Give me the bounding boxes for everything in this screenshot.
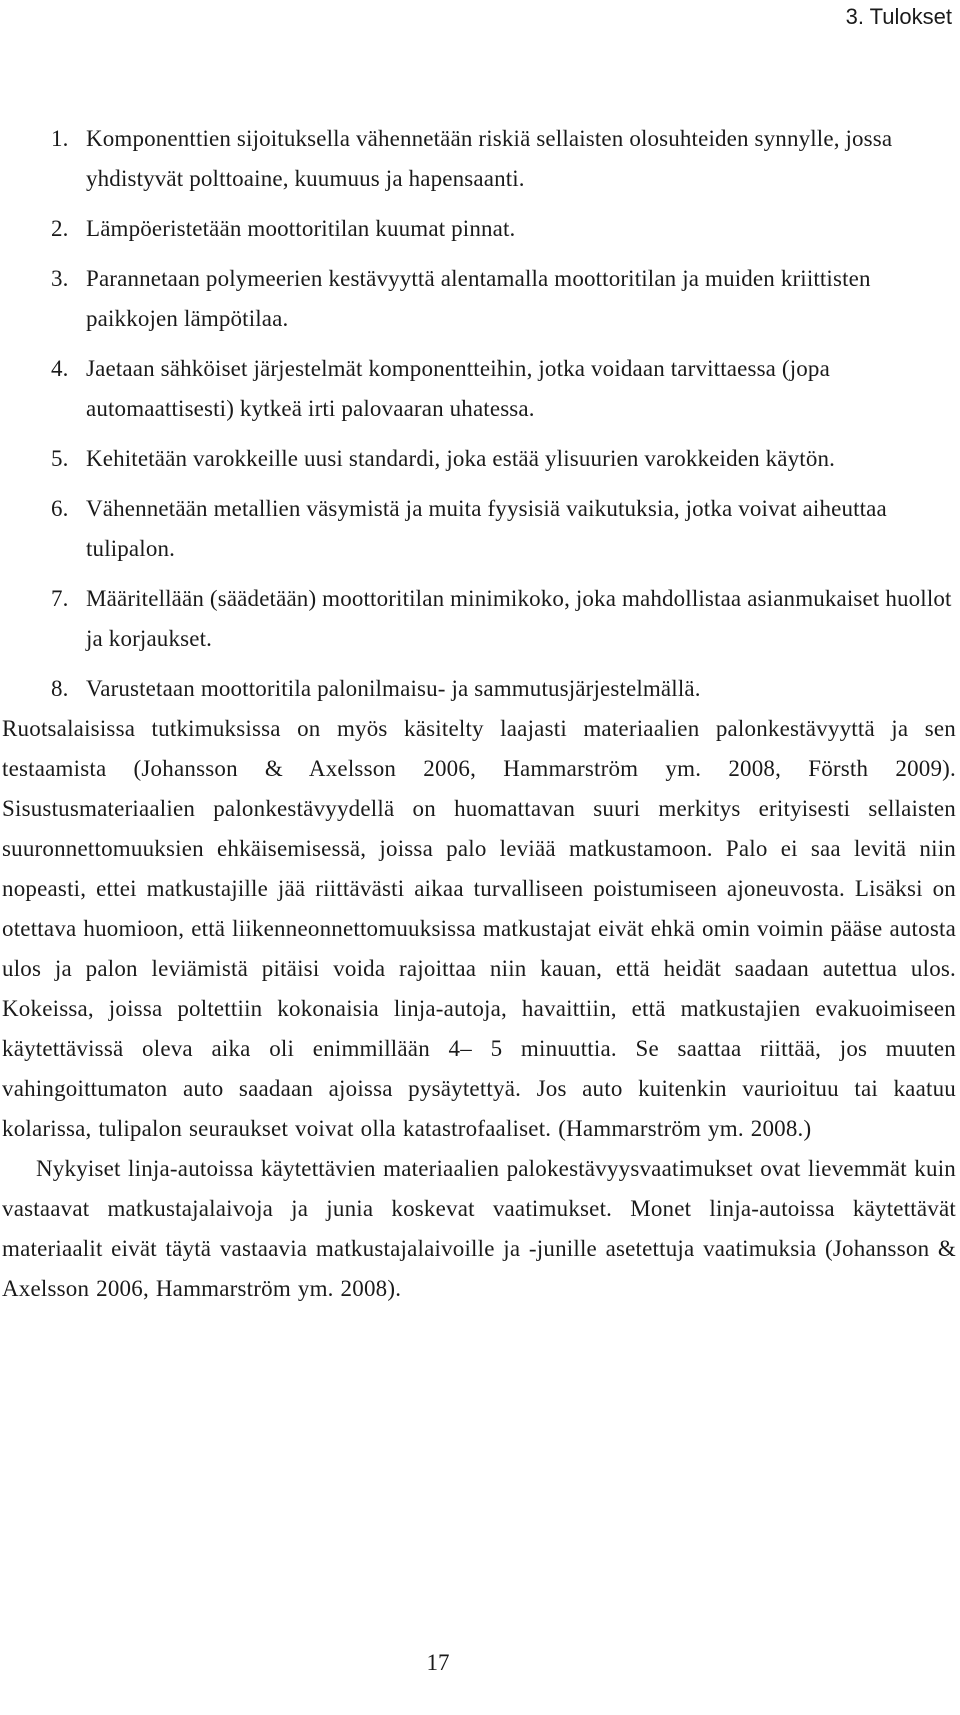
list-item-text: Vähennetään metallien väsymistä ja muita fyysisiä vaikutuksia, jotka voivat aiheuttaa tulipalon. [86,496,887,561]
list-item [0,439,956,479]
list-item-number: 4. [51,356,69,381]
list-item-number: 2. [51,216,69,241]
list-item [0,209,956,249]
list-item [0,259,956,339]
page-content [0,119,960,1309]
list-item-number: 8. [51,676,69,701]
list-item-text: Jaetaan sähköiset järjestelmät komponentteihin, jotka voidaan tarvittaessa (jopa automaattisesti) kytkeä irti palovaaran uhatessa. [86,356,830,421]
list-item [0,579,956,659]
list-item-number: 7. [51,586,69,611]
list-item-text: Määritellään (säädetään) moottoritilan minimikoko, joka mahdollistaa asianmukaiset huollot ja korjaukset. [86,586,952,651]
list-item-number: 5. [51,446,69,471]
list-item [0,349,956,429]
list-item-number: 1. [51,126,69,151]
body-paragraph: Ruotsalaisissa tutkimuksissa on myös käsitelty laajasti materiaalien palonkestävyyttä ja sen testaamista (Johansson & Axelsson 2006, Hammarström ym. 2008, Försth 2009). Sisustusmateriaalien palonkestävyydellä on huomattavan suuri merkitys erityisesti sellaisten suuronnettomuuksien ehkäisemisessä, joissa palo leviää matkustamoon. Palo ei saa levitä niin nopeasti, ettei matkustajille jää riittävästi aikaa turvalliseen poistumiseen ajoneuvosta. Lisäksi on otettava huomioon, että liikenneonnettomuuksissa matkustajat eivät ehkä omin voimin pääse autosta ulos ja palon leviämistä pitäisi voida rajoittaa niin kauan, että heidät saadaan autettua ulos. Kokeissa, joissa poltettiin kokonaisia linja-autoja, havaittiin, että matkustajien evakuoimiseen käytettävissä oleva aika oli enimmillään 4– 5 minuuttia. Se saattaa riittää, jos muuten vahingoittumaton auto saadaan ajoissa pysäytettyä. Jos auto kuitenkin vaurioituu tai kaatuu kolarissa, tulipalon seuraukset voivat olla katastrofaaliset. (Hammarström ym. 2008.) [2,716,956,1141]
list-item [0,489,956,569]
running-header-section-title: 3. Tulokset [845,4,952,29]
numbered-list [0,119,960,709]
page-number: 17 [426,1650,450,1675]
list-item-number: 3. [51,266,69,291]
list-item [0,119,956,199]
list-item-number: 6. [51,496,69,521]
list-item-text: Komponenttien sijoituksella vähennetään riskiä sellaisten olosuhteiden synnylle, jossa yhdistyvät polttoaine, kuumuus ja hapensaanti. [86,126,893,191]
list-item [0,669,956,709]
body-paragraph: Nykyiset linja-autoissa käytettävien materiaalien palokestävyysvaatimukset ovat lievemmät kuin vastaavat matkustajalaivoja ja junia koskevat vaatimukset. Monet linja-autoissa käytettävät materiaalit eivät täytä vastaavia matkustajalaivoille ja -junille asetettuja vaatimuksia (Johansson & Axelsson 2006, Hammarström ym. 2008). [2,1156,956,1301]
list-item-text: Varustetaan moottoritila palonilmaisu- ja sammutusjärjestelmällä. [86,676,701,701]
list-item-text: Kehitetään varokkeille uusi standardi, joka estää ylisuurien varokkeiden käytön. [86,446,836,471]
list-item-text: Lämpöeristetään moottoritilan kuumat pinnat. [86,216,516,241]
list-item-text: Parannetaan polymeerien kestävyyttä alentamalla moottoritilan ja muiden kriittisten paikkojen lämpötilaa. [86,266,871,331]
